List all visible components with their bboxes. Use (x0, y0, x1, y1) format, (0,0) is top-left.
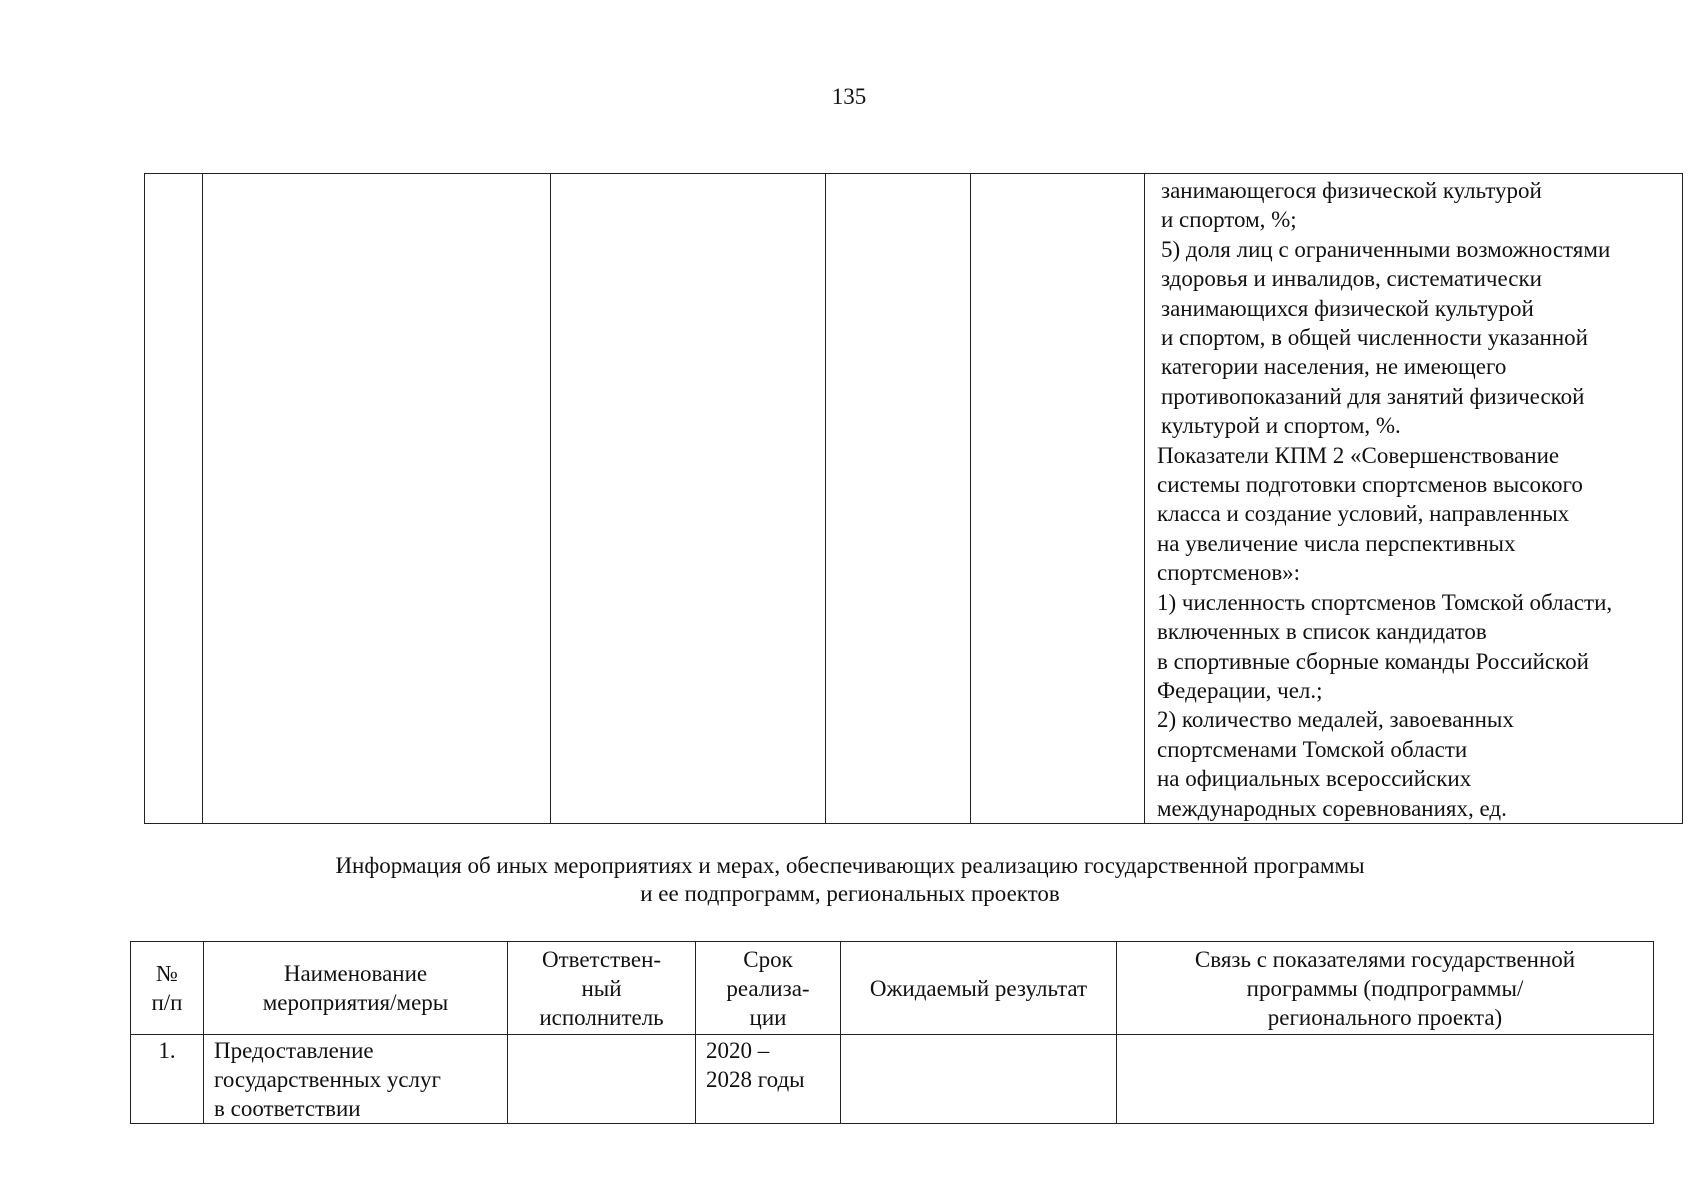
cell-num: 1. (131, 1035, 204, 1124)
text-line: Федерации, чел.; (1157, 677, 1323, 703)
text-line: и спортом, в общей численности указанной (1161, 325, 1588, 351)
text-line: культурой и спортом, %. (1161, 413, 1401, 439)
table-cell-name (203, 174, 551, 824)
cell-result (841, 1035, 1117, 1124)
table-header-row (131, 942, 1654, 1035)
cell-name: Предоставление государственных услуг в соответствии (204, 1035, 508, 1124)
text-line: занимающегося физической культурой (1161, 178, 1542, 203)
caption-line: и ее подпрограмм, региональных проектов (640, 881, 1060, 906)
text-line: на официальных всероссийских (1157, 766, 1472, 792)
cell-executor (508, 1035, 696, 1124)
text-line: здоровья и инвалидов, систематически (1161, 266, 1542, 292)
text-line: спортсменами Томской области (1157, 736, 1468, 762)
text-line: Показатели КПМ 2 «Совершенствование (1157, 442, 1560, 468)
continued-table (144, 173, 1683, 824)
header-link: Связь с показателями государственной программы (подпрограммы/ регионального проекта) (1117, 942, 1654, 1035)
table-cell-executor (551, 174, 826, 824)
indicators-cell (1145, 174, 1683, 824)
page-number: 135 (831, 84, 867, 109)
section-caption (130, 852, 1570, 908)
table-cell-result (971, 174, 1145, 824)
text-line: системы подготовки спортсменов высокого (1157, 472, 1583, 498)
table-cell-num (145, 174, 203, 824)
header-executor: Ответствен- ный исполнитель (508, 942, 696, 1035)
header-term: Срок реализа- ции (696, 942, 841, 1035)
cell-term: 2020 – 2028 годы (696, 1035, 841, 1124)
text-line: спортсменов»: (1157, 560, 1301, 586)
caption-line: Информация об иных мероприятиях и мерах, обеспечивающих реализацию государственной программы (335, 853, 1365, 878)
measures-table (130, 941, 1654, 1124)
table-row (131, 1035, 1654, 1124)
cell-link (1117, 1035, 1654, 1124)
header-result: Ожидаемый результат (841, 942, 1117, 1035)
text-line: категории населения, не имеющего (1161, 354, 1507, 380)
text-line: занимающихся физической культурой (1161, 295, 1534, 321)
text-line: включенных в список кандидатов (1157, 619, 1487, 645)
text-line: 1) численность спортсменов Томской области, (1157, 589, 1613, 615)
text-line: 2) количество медалей, завоеванных (1157, 707, 1514, 733)
text-line: 5) доля лиц с ограниченными возможностями (1161, 236, 1611, 262)
text-line: класса и создание условий, направленных (1157, 501, 1570, 527)
table-cell-term (826, 174, 971, 824)
text-line: и спортом, %; (1161, 207, 1297, 233)
text-line: в спортивные сборные команды Российской (1157, 648, 1589, 674)
header-num: № п/п (131, 942, 204, 1035)
text-line: международных соревнованиях, ед. (1157, 795, 1507, 821)
table-row (145, 174, 1683, 824)
text-line: на увеличение числа перспективных (1157, 530, 1516, 556)
text-line: противопоказаний для занятий физической (1161, 383, 1585, 409)
header-name: Наименование мероприятия/меры (204, 942, 508, 1035)
